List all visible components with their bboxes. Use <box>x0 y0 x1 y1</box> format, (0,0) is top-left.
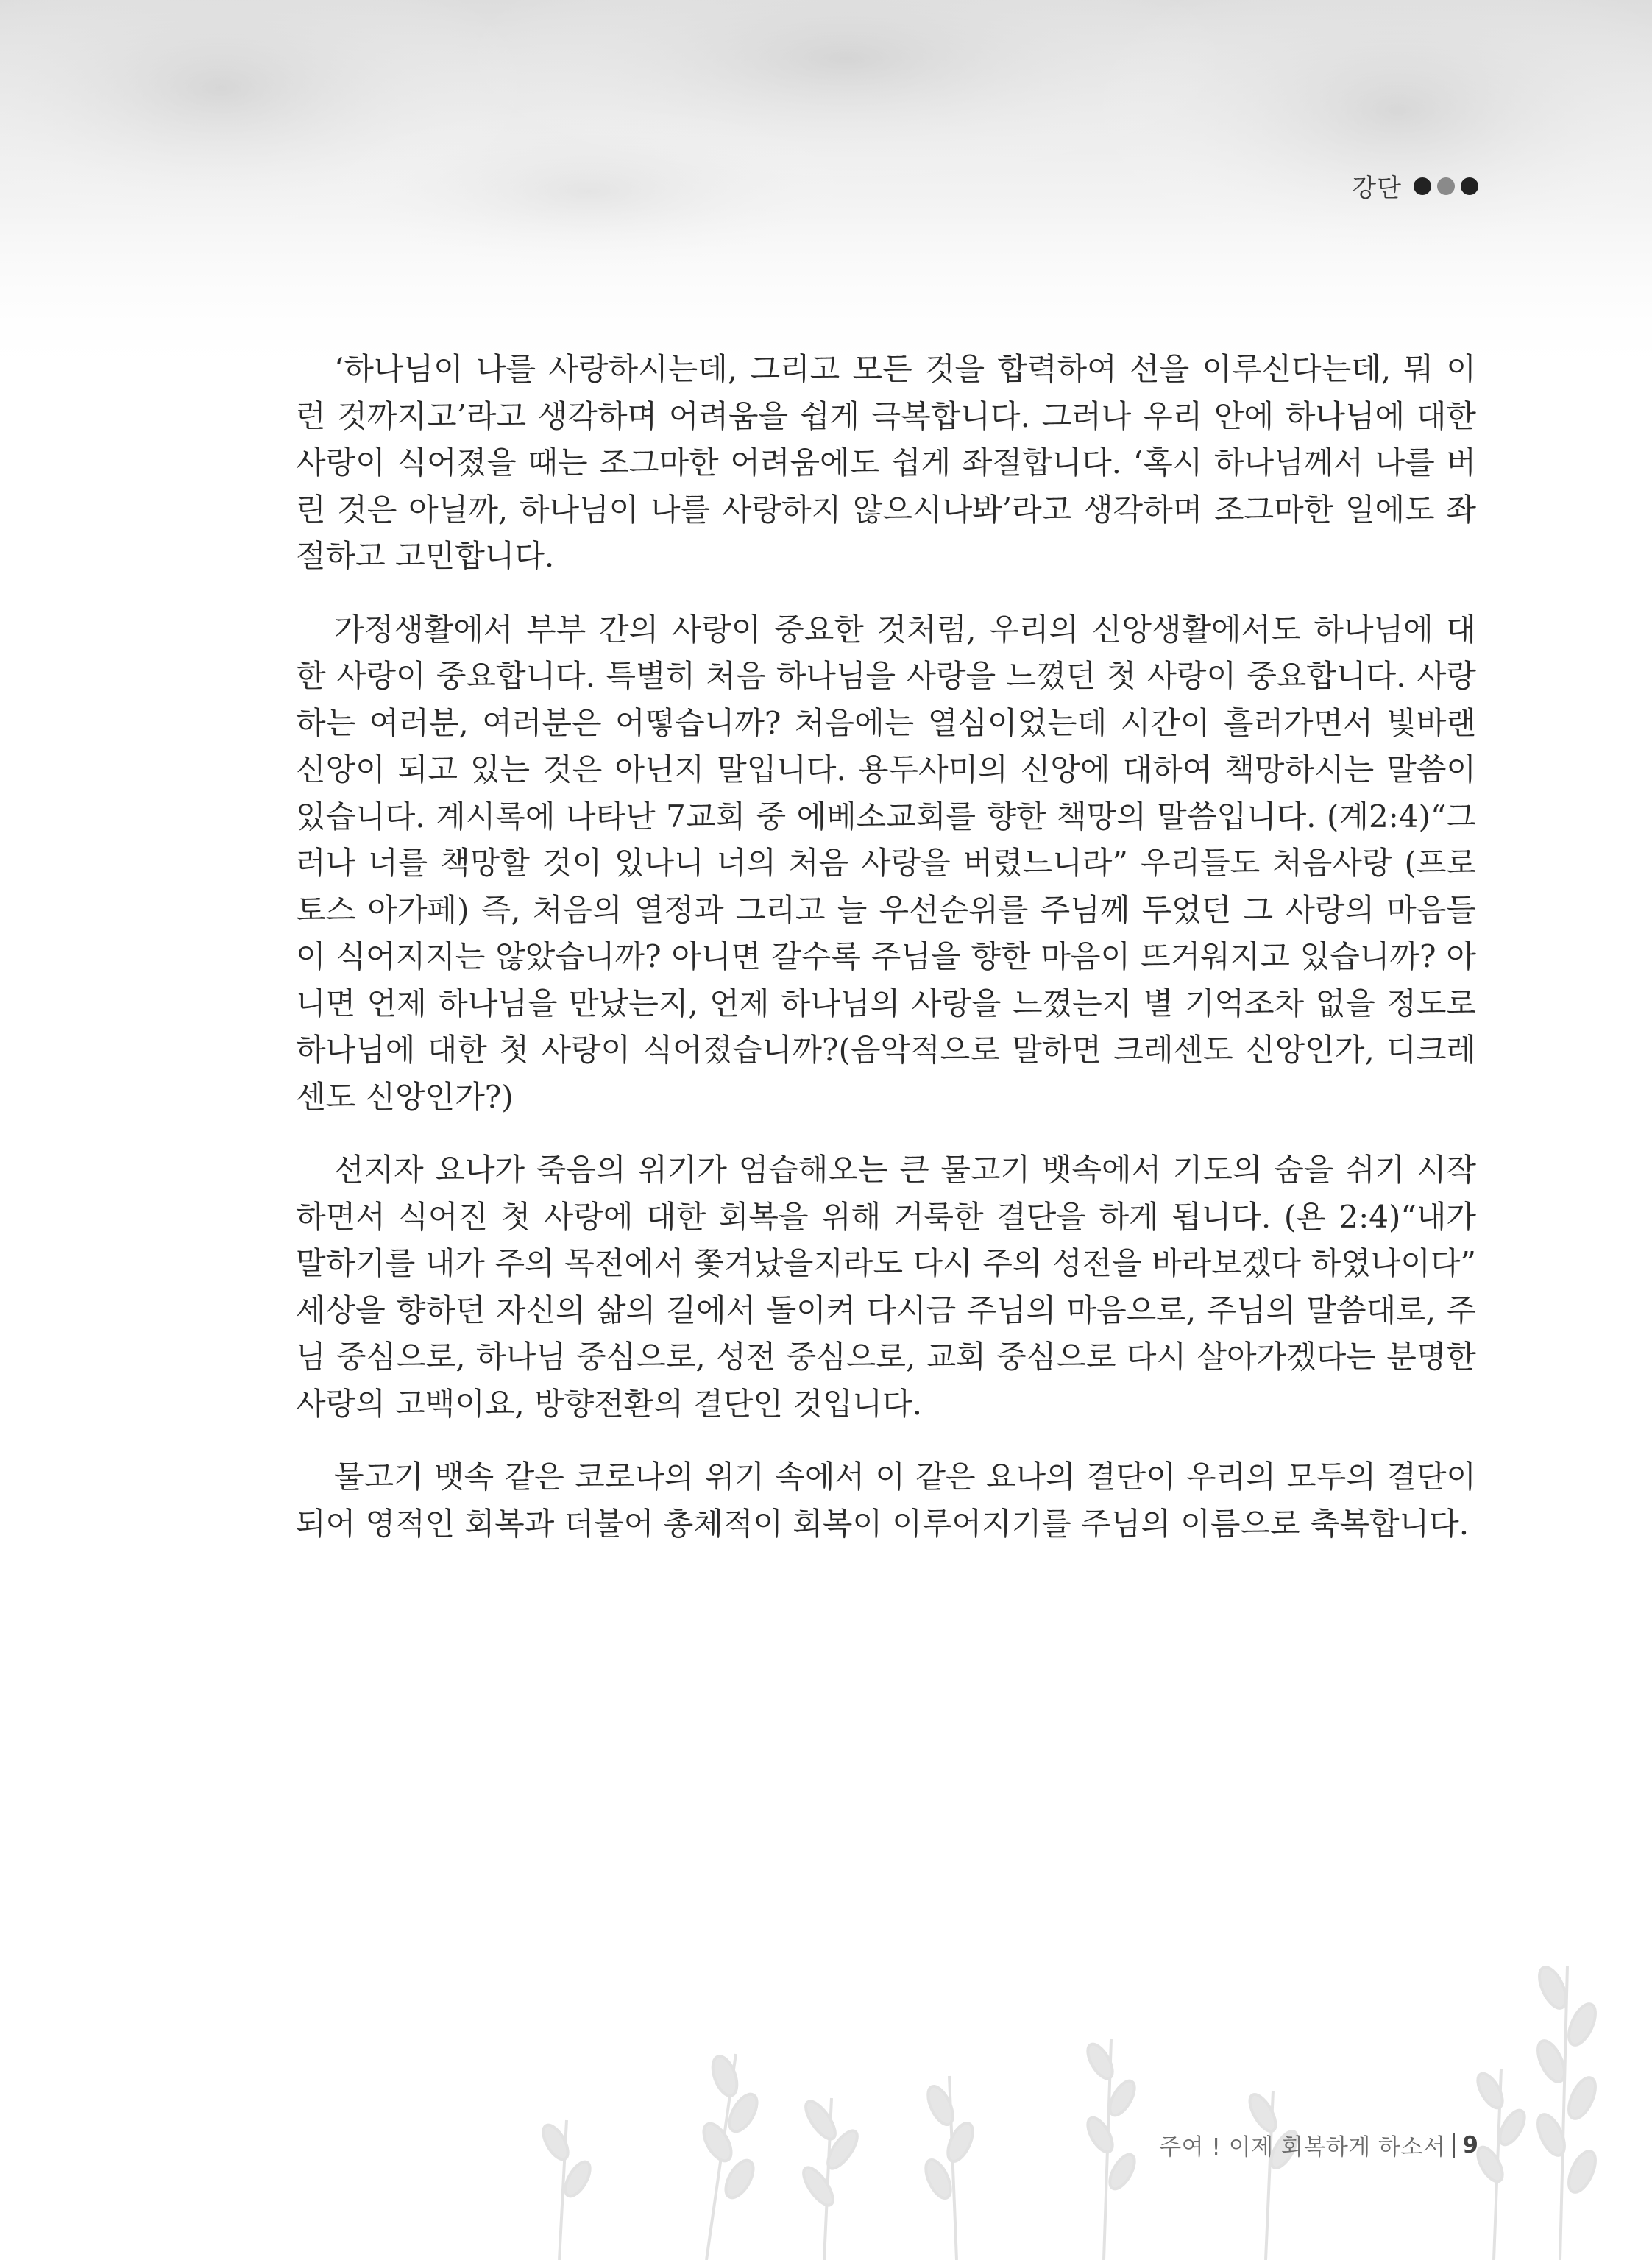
page-footer <box>1159 2128 1478 2161</box>
dot-icon <box>1437 177 1455 195</box>
plant-illustration <box>0 1907 1652 2260</box>
book-title: 주여 ! 이제 회복하게 하소서 <box>1159 2134 1446 2161</box>
section-label: 강단 <box>1352 174 1402 203</box>
dot-icon <box>1414 177 1431 195</box>
paragraph: 선지자 요나가 죽음의 위기가 엄습해오는 큰 물고기 뱃속에서 기도의 숨을 쉬기 시작하면서 식어진 첫 사랑에 대한 회복을 위해 거룩한 결단을 하게 됩니다. (욘 2:4)“내가 말하기를 내가 주의 목전에서 쫓겨났을지라도 다시 주의 성전을 바라보겠다 하였나이다” 세상을 향하던 자신의 삶의 길에서 돌이켜 다시금 주님의 마음으로, 주님의 말씀대로, 주님 중심으로, 하나님 중심으로, 성전 중심으로, 교회 중심으로 다시 살아가겠다는 분명한 사랑의 고백이요, 방향전환의 결단인 것입니다. <box>296 1152 1476 1422</box>
paragraph: 물고기 뱃속 같은 코로나의 위기 속에서 이 같은 요나의 결단이 우리의 모두의 결단이 되어 영적인 회복과 더불어 총체적이 회복이 이루어지기를 주님의 이름으로 축복합니다. <box>296 1459 1476 1542</box>
paragraph: 가정생활에서 부부 간의 사랑이 중요한 것처럼, 우리의 신앙생활에서도 하나님에 대한 사랑이 중요합니다. 특별히 처음 하나님을 사랑을 느꼈던 첫 사랑이 중요합니다. 사랑하는 여러분, 여러분은 어떻습니까? 처음에는 열심이었는데 시간이 흘러가면서 빛바랜 신앙이 되고 있는 것은 아닌지 말입니다. 용두사미의 신앙에 대하여 책망하시는 말씀이 있습니다. 계시록에 나타난 7교회 중 에베소교회를 향한 책망의 말씀입니다. (계2:4)“그러나 너를 책망할 것이 있나니 너의 처음 사랑을 버렸느니라” 우리들도 처음사랑 (프로토스 아가페) 즉, 처음의 열정과 그리고 늘 우선순위를 주님께 두었던 그 사랑의 마음들이 식어지지는 않았습니까? 아니면 갈수록 주님을 향한 마음이 뜨거워지고 있습니까? 아니면 언제 하나님을 만났는지, 언제 하나님의 사랑을 느꼈는지 별 기억조차 없을 정도로 하나님에 대한 첫 사랑이 식어졌습니까?(음악적으로 말하면 크레센도 신앙인가, 디크레센도 신앙인가?) <box>296 611 1476 1115</box>
section-header <box>1352 168 1478 204</box>
section-dots <box>1414 177 1478 195</box>
footer-divider <box>1453 2133 1455 2158</box>
paragraph: ‘하나님이 나를 사랑하시는데, 그리고 모든 것을 합력하여 선을 이루신다는데, 뭐 이런 것까지고’라고 생각하며 어려움을 쉽게 극복합니다. 그러나 우리 안에 하나님에 대한 사랑이 식어졌을 때는 조그마한 어려움에도 쉽게 좌절합니다. ‘혹시 하나님께서 나를 버린 것은 아닐까, 하나님이 나를 사랑하지 않으시나봐’라고 생각하며 조그마한 일에도 좌절하고 고민합니다. <box>296 351 1476 574</box>
sermon-body <box>296 346 1476 1573</box>
dot-icon <box>1461 177 1478 195</box>
page-number: 9 <box>1462 2131 1478 2158</box>
